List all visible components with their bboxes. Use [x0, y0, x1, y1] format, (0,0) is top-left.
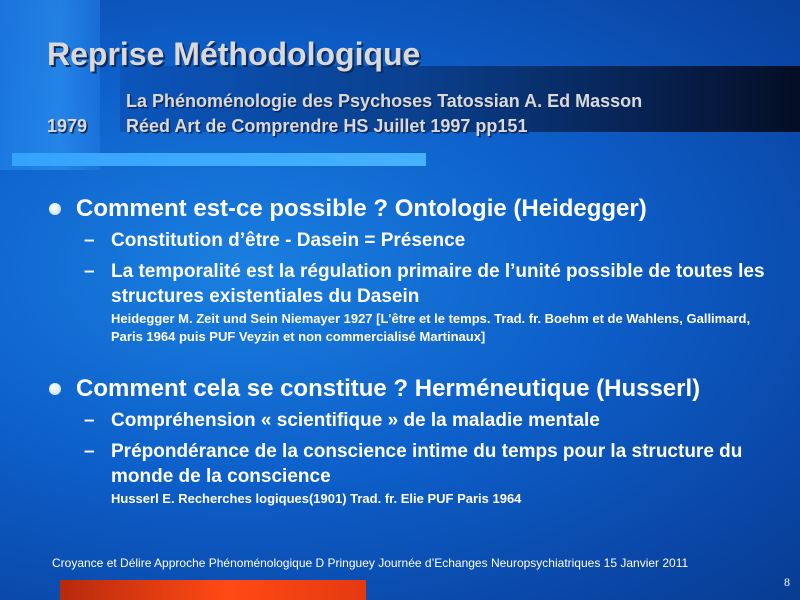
bullet-icon: [49, 383, 61, 395]
decorative-stripe: [12, 153, 426, 166]
decorative-left-block: [0, 0, 100, 170]
bullet-icon: [49, 203, 61, 215]
dash-marker: –: [84, 261, 95, 282]
list-item: La temporalité est la régulation primaire de l’unité possible de toutes les structures existentiales du Dasein: [111, 261, 765, 307]
decorative-bottom-bar: [60, 580, 366, 600]
section-heading: Comment cela se constitue ? Herméneutique (Husserl): [76, 375, 701, 402]
page-number: 8: [784, 575, 790, 589]
dash-marker: –: [84, 410, 95, 431]
slide-footer: Croyance et Délire Approche Phénoménologique D Pringuey Journée d’Echanges Neuropsychiatriques 15 Janvier 2011: [52, 556, 689, 570]
subtitle-year: 1979: [47, 116, 88, 136]
reference-text: Heidegger M. Zeit und Sein Niemayer 1927 [L'être et le temps. Trad. fr. Boehm et de Wahlens, Gallimard, Paris 1964 puis PUF Veyzin et non commercialisé Martinaux]: [111, 311, 751, 344]
list-item: Compréhension « scientifique » de la maladie mentale: [111, 410, 600, 431]
dash-marker: –: [84, 441, 95, 462]
list-item: Constitution d’être - Dasein = Présence: [111, 230, 466, 251]
list-item: Prépondérance de la conscience intime du temps pour la structure du monde de la conscience: [111, 441, 743, 487]
section-heading: Comment est-ce possible ? Ontologie (Heidegger): [76, 195, 647, 222]
subtitle-line-2: Réed Art de Comprendre HS Juillet 1997 pp151: [126, 116, 528, 136]
dash-marker: –: [84, 230, 95, 251]
reference-text: Husserl E. Recherches logiques(1901) Trad. fr. Elie PUF Paris 1964: [111, 491, 522, 506]
subtitle-line-1: La Phénoménologie des Psychoses Tatossian A. Ed Masson: [126, 91, 643, 111]
slide-title: Reprise Méthodologique: [47, 36, 421, 72]
